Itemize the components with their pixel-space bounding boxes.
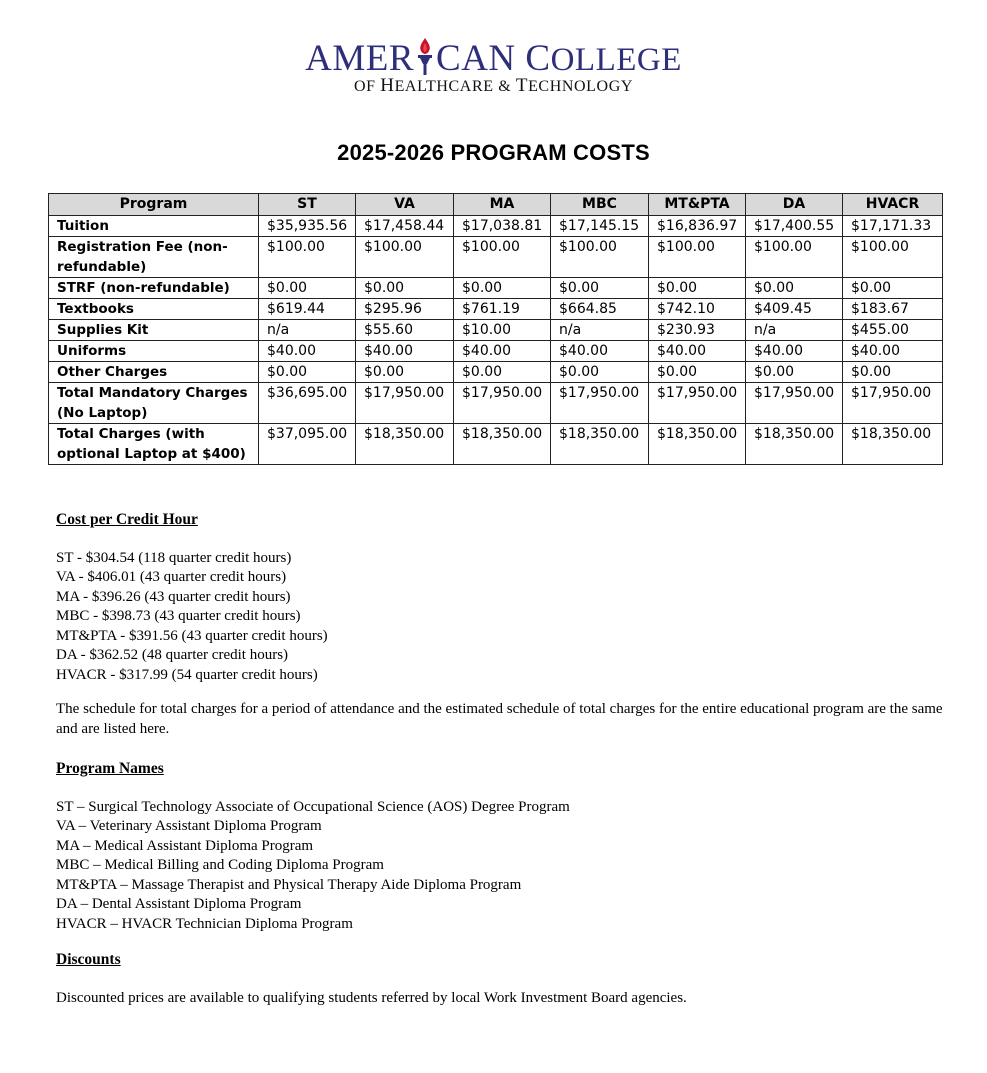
table-cell: $40.00: [649, 341, 746, 362]
table-cell: $40.00: [356, 341, 454, 362]
program-costs-table: [48, 193, 943, 465]
table-cell: n/a: [746, 320, 843, 341]
table-cell: $16,836.97: [649, 216, 746, 237]
logo-tagline-part: H: [380, 75, 395, 96]
table-row: [49, 424, 943, 465]
table-cell: $761.19: [454, 299, 551, 320]
table-cell: $0.00: [649, 362, 746, 383]
table-cell: $0.00: [746, 278, 843, 299]
list-item: ST – Surgical Technology Associate of Occupational Science (AOS) Degree Program: [56, 798, 570, 815]
list-item: MA – Medical Assistant Diploma Program: [56, 837, 314, 854]
table-cell: $40.00: [551, 341, 649, 362]
table-row: [49, 237, 943, 278]
logo-tagline-part: OF: [353, 78, 381, 95]
table-cell: $0.00: [356, 278, 454, 299]
table-cell: $0.00: [551, 278, 649, 299]
table-cell: $409.45: [746, 299, 843, 320]
logo-name-part: C: [525, 38, 551, 79]
table-row: [49, 320, 943, 341]
schedule-note: The schedule for total charges for a period of attendance and the estimated schedule of total charges for the entire educational program are the same and are listed here.: [56, 701, 943, 737]
column-header: MBC: [551, 194, 649, 216]
table-cell: $40.00: [259, 341, 356, 362]
table-cell: $0.00: [649, 278, 746, 299]
table-cell: $36,695.00: [259, 383, 356, 424]
table-cell: $100.00: [259, 237, 356, 278]
list-item: HVACR - $317.99 (54 quarter credit hours): [56, 666, 318, 683]
program-names-heading: Program Names: [56, 760, 164, 777]
table-cell: $0.00: [356, 362, 454, 383]
table-cell: $18,350.00: [746, 424, 843, 465]
list-item: MBC – Medical Billing and Coding Diploma Program: [56, 857, 384, 873]
table-cell: $100.00: [746, 237, 843, 278]
table-row: [49, 341, 943, 362]
list-item: MT&PTA – Massage Therapist and Physical Therapy Aide Diploma Program: [56, 876, 522, 893]
logo-tagline-part: T: [515, 75, 529, 96]
row-label: Textbooks: [49, 299, 259, 320]
column-header: ST: [259, 194, 356, 216]
table-cell: $17,950.00: [649, 383, 746, 424]
list-item: DA – Dental Assistant Diploma Program: [56, 896, 302, 912]
torch-icon: [412, 36, 438, 76]
table-cell: $455.00: [843, 320, 943, 341]
column-header: DA: [746, 194, 843, 216]
column-header: HVACR: [843, 194, 943, 216]
row-label: Total Mandatory Charges (No Laptop): [49, 383, 259, 424]
column-header: MT&PTA: [649, 194, 746, 216]
table-cell: $230.93: [649, 320, 746, 341]
table-cell: $17,950.00: [356, 383, 454, 424]
row-label: Total Charges (with optional Laptop at $400): [49, 424, 259, 465]
table-cell: $619.44: [259, 299, 356, 320]
table-row: [49, 299, 943, 320]
table-cell: $295.96: [356, 299, 454, 320]
table-row: [49, 362, 943, 383]
table-cell: $17,950.00: [454, 383, 551, 424]
credit-hour-heading: Cost per Credit Hour: [56, 511, 198, 528]
row-label: Tuition: [49, 216, 259, 237]
list-item: ST - $304.54 (118 quarter credit hours): [56, 549, 292, 566]
column-header: MA: [454, 194, 551, 216]
table-cell: $40.00: [843, 341, 943, 362]
credit-hour-section: [56, 510, 328, 685]
table-cell: $100.00: [356, 237, 454, 278]
table-header-row: [49, 194, 943, 216]
table-cell: $10.00: [454, 320, 551, 341]
logo-tagline: [0, 77, 987, 96]
table-cell: $17,950.00: [843, 383, 943, 424]
table-cell: $17,145.15: [551, 216, 649, 237]
logo-tagline-part: ECHNOLOGY: [528, 78, 634, 95]
table-cell: $0.00: [454, 362, 551, 383]
table-cell: n/a: [259, 320, 356, 341]
table-cell: $0.00: [843, 278, 943, 299]
table-cell: $0.00: [551, 362, 649, 383]
list-item: MBC - $398.73 (43 quarter credit hours): [56, 608, 301, 624]
table-cell: $40.00: [454, 341, 551, 362]
column-header: VA: [356, 194, 454, 216]
table-cell: $0.00: [746, 362, 843, 383]
table-cell: $18,350.00: [649, 424, 746, 465]
table-cell: $100.00: [454, 237, 551, 278]
discounts-text: Discounted prices are available to qualifying students referred by local Work Investment Board agencies.: [56, 989, 687, 1006]
table-cell: $18,350.00: [843, 424, 943, 465]
table-cell: $37,095.00: [259, 424, 356, 465]
logo-college-name: [0, 36, 987, 80]
row-label: Uniforms: [49, 341, 259, 362]
logo-name-part: OLLEGE: [550, 42, 682, 78]
table-cell: $183.67: [843, 299, 943, 320]
table-cell: $0.00: [843, 362, 943, 383]
logo-name-part: AMER: [305, 38, 415, 79]
logo-tagline-part: EALTHCARE &: [394, 78, 516, 95]
table-cell: $100.00: [551, 237, 649, 278]
list-item: DA - $362.52 (48 quarter credit hours): [56, 647, 289, 663]
program-names-section: [56, 759, 570, 934]
table-cell: $0.00: [259, 362, 356, 383]
table-cell: $100.00: [843, 237, 943, 278]
table-cell: $40.00: [746, 341, 843, 362]
table-row: [49, 216, 943, 237]
table-cell: $18,350.00: [356, 424, 454, 465]
college-logo: [0, 36, 987, 96]
column-header: Program: [49, 194, 259, 216]
table-row: [49, 278, 943, 299]
table-cell: $742.10: [649, 299, 746, 320]
table-cell: $18,350.00: [551, 424, 649, 465]
table-row: [49, 383, 943, 424]
row-label: Other Charges: [49, 362, 259, 383]
table-cell: $0.00: [454, 278, 551, 299]
logo-name-part: CAN: [436, 38, 526, 79]
list-item: HVACR – HVACR Technician Diploma Program: [56, 915, 353, 932]
table-cell: $55.60: [356, 320, 454, 341]
table-cell: $17,950.00: [746, 383, 843, 424]
table-cell: $0.00: [259, 278, 356, 299]
list-item: MA - $396.26 (43 quarter credit hours): [56, 588, 291, 605]
table-cell: $17,950.00: [551, 383, 649, 424]
table-cell: $17,458.44: [356, 216, 454, 237]
table-cell: n/a: [551, 320, 649, 341]
table-cell: $35,935.56: [259, 216, 356, 237]
table-cell: $17,171.33: [843, 216, 943, 237]
table-cell: $17,038.81: [454, 216, 551, 237]
table-cell: $100.00: [649, 237, 746, 278]
row-label: Supplies Kit: [49, 320, 259, 341]
list-item: VA - $406.01 (43 quarter credit hours): [56, 569, 287, 585]
table-cell: $664.85: [551, 299, 649, 320]
table-cell: $17,400.55: [746, 216, 843, 237]
list-item: VA – Veterinary Assistant Diploma Program: [56, 818, 322, 834]
discounts-section: [56, 950, 687, 1008]
row-label: STRF (non-refundable): [49, 278, 259, 299]
page-title: 2025-2026 PROGRAM COSTS: [337, 140, 650, 165]
table-cell: $18,350.00: [454, 424, 551, 465]
list-item: MT&PTA - $391.56 (43 quarter credit hours): [56, 627, 328, 644]
discounts-heading: Discounts: [56, 951, 121, 968]
row-label: Registration Fee (non-refundable): [49, 237, 259, 278]
